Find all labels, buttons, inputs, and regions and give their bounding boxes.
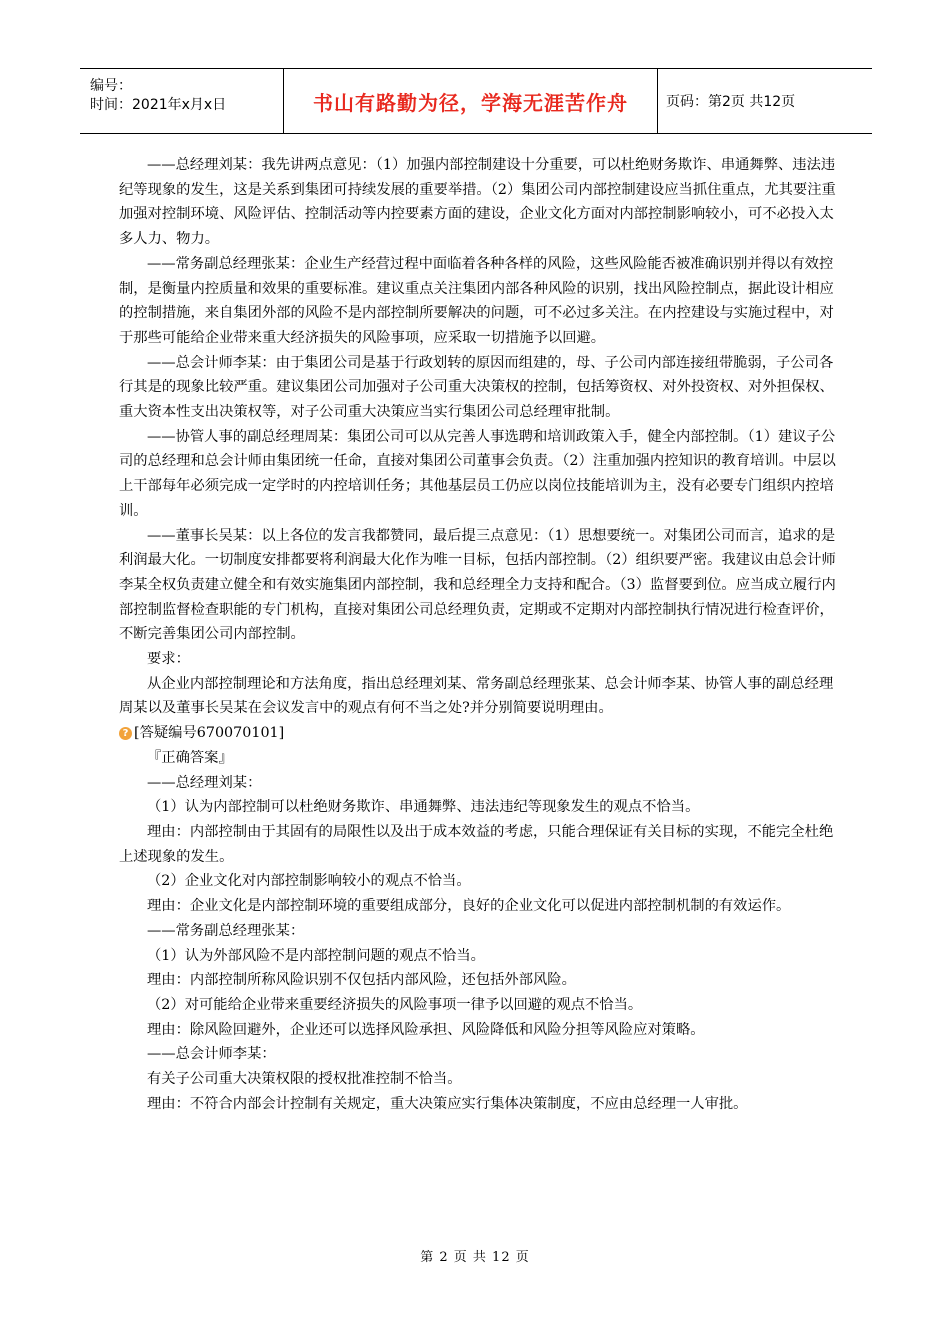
requirement-text: 从企业内部控制理论和方法角度，指出总经理刘某、常务副总经理张某、总会计师李某、协管人事的副总经理周某以及董事长吴某在会议发言中的观点有何不当之处?并分别简要说明理由。 — [119, 675, 834, 717]
answer-zhang-point-2: （2）对可能给企业带来重要经济损失的风险事项一律予以回避的观点不恰当。 — [147, 996, 643, 1013]
question-circle-icon: ? — [119, 727, 132, 740]
answer-liu-reason-2: 理由：企业文化是内部控制环境的重要组成部分，良好的企业文化可以促进内部控制机制的有效运作。 — [147, 898, 791, 915]
page-footer: 第 2 页 共 12 页 — [420, 1250, 530, 1265]
answer-zhang-heading: ——常务副总经理张某： — [147, 922, 305, 939]
paragraph-wu: ——董事长吴某：以上各位的发言我都赞同，最后提三点意见：（1）思想要统一。对集团公司而言，追求的是利润最大化。一切制度安排都要将利润最大化作为唯一目标，包括内部控制。（2）组织要严密。我建议由总会计师李某全权负责建立健全和有效实施集团内部控制，我和总经理全力支持和配合。（3）监督要到位。应当成立履行内部控制监督检查职能的专门机构，直接对集团公司总经理负责，定期或不定期对内部控制执行情况进行检查评价，不断完善集团公司内部控制。 — [119, 527, 836, 643]
header-meta — [80, 69, 283, 133]
answer-liu-point-1: （1）认为内部控制可以杜绝财务欺诈、串通舞弊、违法违纪等现象发生的观点不恰当。 — [147, 799, 700, 816]
answer-zhang-point-1: （1）认为外部风险不是内部控制问题的观点不恰当。 — [147, 947, 485, 964]
answer-li-point: 有关子公司重大决策权限的授权批准控制不恰当。 — [147, 1071, 462, 1088]
faq-reference-text: [答疑编号670070101] — [134, 725, 285, 742]
answer-liu-heading: ——总经理刘某： — [147, 774, 262, 791]
requirement-label: 要求： — [147, 651, 190, 668]
paragraph-zhou: ——协管人事的副总经理周某：集团公司可以从完善人事选聘和培训政策入手，健全内部控制。（1）建议子公司的总经理和总会计师由集团统一任命，直接对集团公司董事会负责。（2）注重加强内控知识的教育培训。中层以上干部每年必须完成一定学时的内控培训任务；其他基层员工仍应以岗位技能培训为主，没有必要专门组织内控培训。 — [119, 428, 836, 519]
answer-zhang-reason-2: 理由：除风险回避外，企业还可以选择风险承担、风险降低和风险分担等风险应对策略。 — [147, 1021, 705, 1038]
answer-li-reason: 理由：不符合内部会计控制有关规定，重大决策应实行集体决策制度，不应由总经理一人审批。 — [147, 1095, 748, 1112]
document-body — [119, 153, 839, 1116]
answer-liu-point-2: （2）企业文化对内部控制影响较小的观点不恰当。 — [147, 873, 471, 890]
time-label: 时间：2021年x月x日 — [90, 97, 227, 113]
header-motto-cell — [283, 69, 658, 133]
number-label: 编号： — [90, 78, 132, 94]
paragraph-li: ——总会计师李某：由于集团公司是基于行政划转的原因而组建的，母、子公司内部连接纽带脆弱，子公司各行其是的现象比较严重。建议集团公司加强对子公司重大决策权的控制，包括筹资权、对外投资权、对外担保权、重大资本性支出决策权等，对子公司重大决策应当实行集团公司总经理审批制。 — [119, 354, 834, 421]
page-header — [80, 68, 872, 134]
answer-li-heading: ——总会计师李某： — [147, 1046, 276, 1063]
paragraph-zhang: ——常务副总经理张某：企业生产经营过程中面临着各种各样的风险，这些风险能否被准确识别并得以有效控制，是衡量内控质量和效果的重要标准。建议重点关注集团内部各种风险的识别，找出风险控制点，据此设计相应的控制措施，来自集团外部的风险不是内部控制所要解决的问题，可不必过多关注。在内控建设与实施过程中，对于那些可能给企业带来重大经济损失的风险事项，应采取一切措施予以回避。 — [119, 255, 834, 346]
motto: 书山有路勤为径，学海无涯苦作舟 — [313, 90, 628, 115]
page-info: 页码：第2页 共12页 — [666, 94, 796, 110]
paragraph-liu: ——总经理刘某：我先讲两点意见：（1）加强内部控制建设十分重要，可以杜绝财务欺诈、串通舞弊、违法违纪等现象的发生，这是关系到集团可持续发展的重要举措。（2）集团公司内部控制建设应当抓住重点，尤其要注重加强对控制环境、风险评估、控制活动等内控要素方面的建设，企业文化方面对内部控制影响较小，可不必投入太多人力、物力。 — [119, 157, 836, 248]
answer-heading: 『正确答案』 — [147, 749, 233, 766]
answer-zhang-reason-1: 理由：内部控制所称风险识别不仅包括内部风险，还包括外部风险。 — [147, 972, 576, 989]
faq-reference[interactable] — [119, 721, 839, 746]
answer-liu-reason-1: 理由：内部控制由于其固有的局限性以及出于成本效益的考虑，只能合理保证有关目标的实现，不能完全杜绝上述现象的发生。 — [119, 823, 834, 865]
